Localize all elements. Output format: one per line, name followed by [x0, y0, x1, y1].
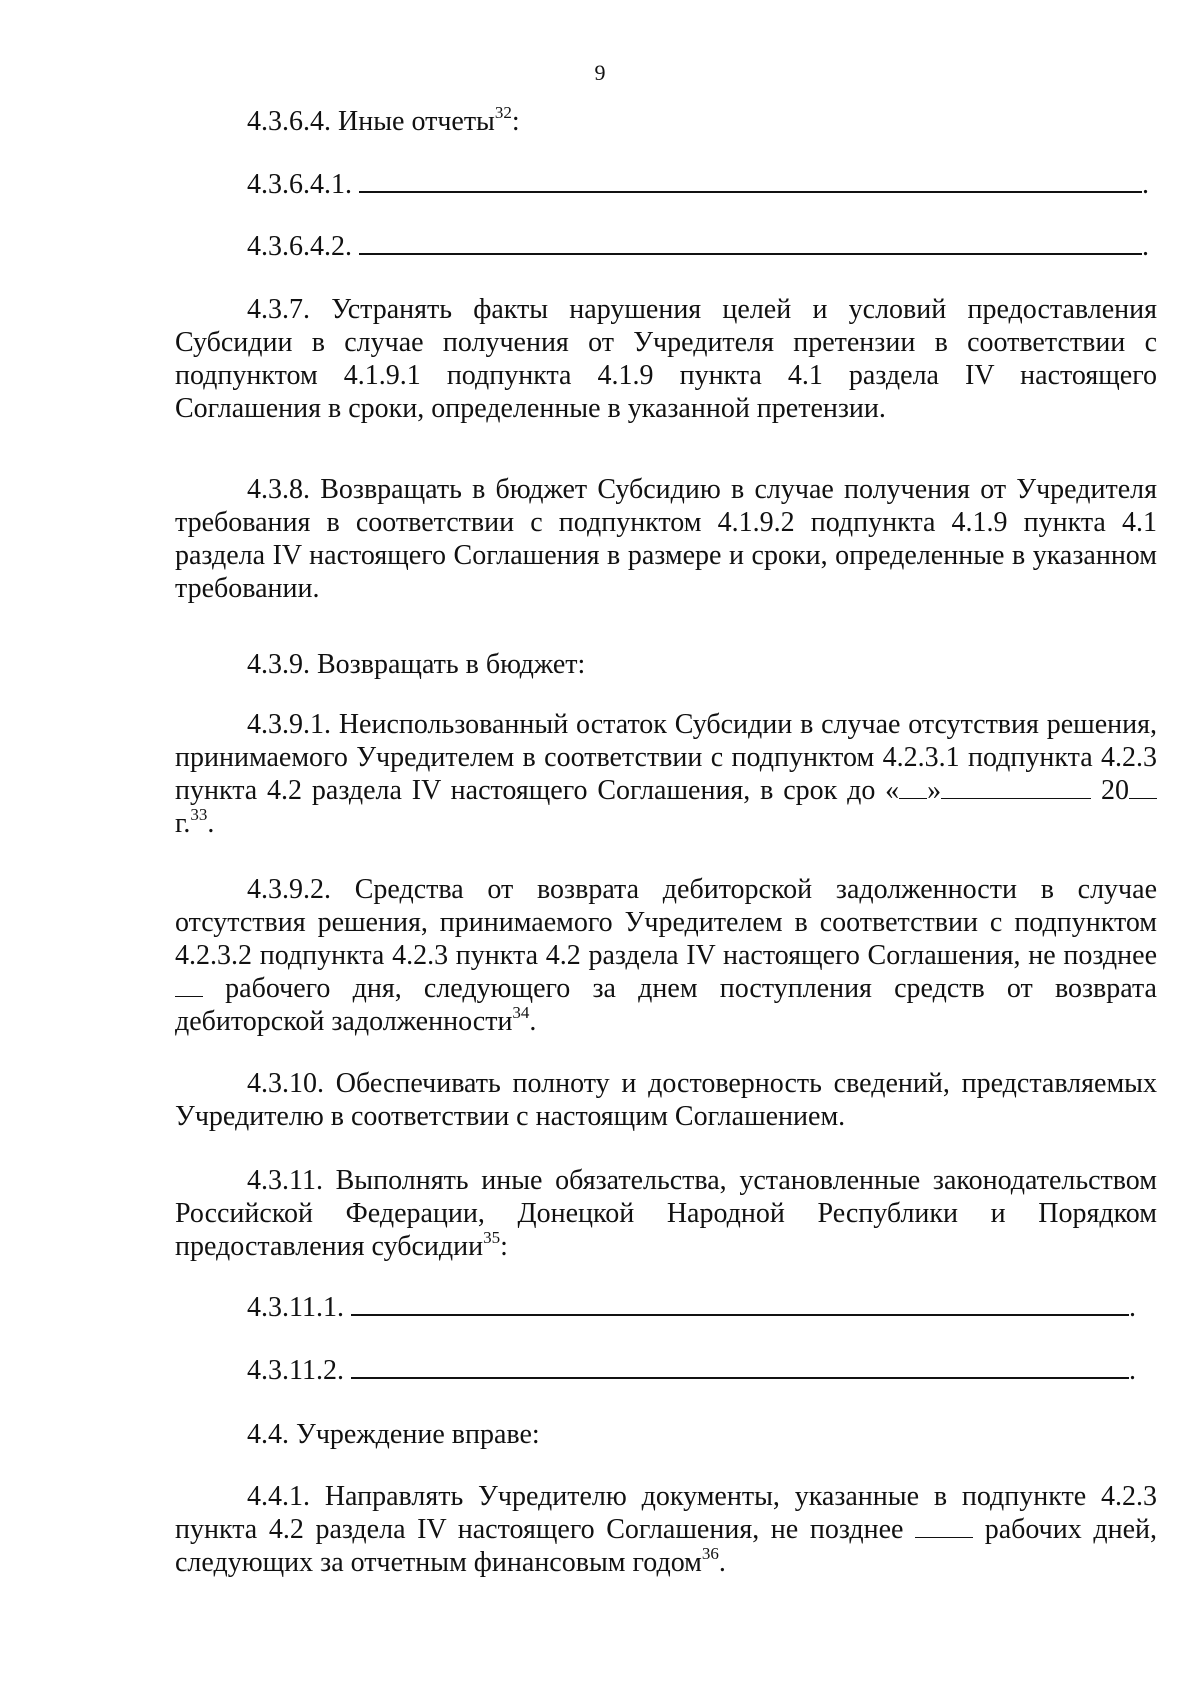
footnote-ref: 34 — [512, 1003, 530, 1022]
clause-4-3-9-1: 4.3.9.1. Неиспользованный остаток Субсидии в случае отсутствия решения, принимаемого Учредителем в соответствии с подпунктом 4.2.3.1 подпункта 4.2.3 пункта 4.2 раздела IV настоящего Соглашения, в срок до « » 20 г.$^{33}$. — [175, 709, 1157, 839]
clause-number: 4.3.6.4.2. — [247, 231, 352, 262]
clause-number: 4.3.11.2. — [247, 1355, 344, 1386]
clause-4-3-6-4-2: 4.3.6.4.2. . — [247, 231, 1149, 262]
fill-in-blank[interactable] — [359, 169, 1142, 193]
clause-number: 4.3.6.4.1. — [247, 169, 352, 200]
footnote-ref: 35 — [483, 1228, 501, 1247]
clause-4-3-9: 4.3.9. Возвращать в бюджет: — [247, 649, 586, 680]
clause-4-3-9-2: 4.3.9.2. Средства от возврата дебиторской задолженности в случае отсутствия решения, принимаемого Учредителем в соответствии с подпунктом 4.2.3.2 подпункта 4.2.3 пункта 4.2 раздела IV настоящего Соглашения, не позднее рабочего дня, следующего за днем поступления средств от возврата дебиторской задолженности$^{34}$. — [175, 874, 1157, 1037]
footnote-ref: 32 — [494, 103, 512, 122]
clause-4-3-6-4-1: 4.3.6.4.1. . — [247, 169, 1149, 200]
clause-text: 4.3.6.4. Иные отчеты — [247, 106, 495, 137]
clause-4-3-8: 4.3.8. Возвращать в бюджет Субсидию в случае получения от Учредителя требования в соответствии с подпунктом 4.1.9.2 подпункта 4.1.9 пункта 4.1 раздела IV настоящего Соглашения в размере и сроки, определенные в указанном требовании. — [175, 474, 1157, 604]
day-blank[interactable] — [899, 776, 927, 799]
fill-in-blank[interactable] — [351, 1355, 1129, 1379]
footnote-ref: 36 — [701, 1544, 719, 1563]
days-blank[interactable] — [915, 1515, 973, 1538]
clause-4-3-11-1: 4.3.11.1. . — [247, 1292, 1136, 1323]
fill-in-blank[interactable] — [359, 231, 1142, 255]
clause-4-3-6-4: 4.3.6.4. Иные отчеты$^{32}$: — [247, 103, 520, 137]
days-blank[interactable] — [175, 974, 203, 997]
footnote-ref: 33 — [190, 805, 208, 824]
clause-4-3-10: 4.3.10. Обеспечивать полноту и достоверность сведений, представляемых Учредителю в соответствии с настоящим Соглашением. — [175, 1068, 1157, 1132]
clause-4-3-11: 4.3.11. Выполнять иные обязательства, установленные законодательством Российской Федерации, Донецкой Народной Республики и Порядком предоставления субсидии$^{35}$: — [175, 1165, 1157, 1262]
clause-4-4: 4.4. Учреждение вправе: — [247, 1419, 540, 1450]
month-blank[interactable] — [941, 776, 1091, 799]
fill-in-blank[interactable] — [351, 1292, 1129, 1316]
clause-4-3-11-2: 4.3.11.2. . — [247, 1355, 1136, 1386]
clause-number: 4.3.11.1. — [247, 1292, 344, 1323]
page-number: 9 — [594, 60, 606, 85]
year-blank[interactable] — [1129, 776, 1157, 799]
clause-4-4-1: 4.4.1. Направлять Учредителю документы, указанные в подпункте 4.2.3 пункта 4.2 раздела IV настоящего Соглашения, не позднее рабочих дней, следующих за отчетным финансовым годом$^{36}$. — [175, 1481, 1157, 1578]
clause-4-3-7: 4.3.7. Устранять факты нарушения целей и условий предоставления Субсидии в случае получения от Учредителя претензии в соответствии с подпунктом 4.1.9.1 подпункта 4.1.9 пункта 4.1 раздела IV настоящего Соглашения в сроки, определенные в указанной претензии. — [175, 294, 1157, 424]
